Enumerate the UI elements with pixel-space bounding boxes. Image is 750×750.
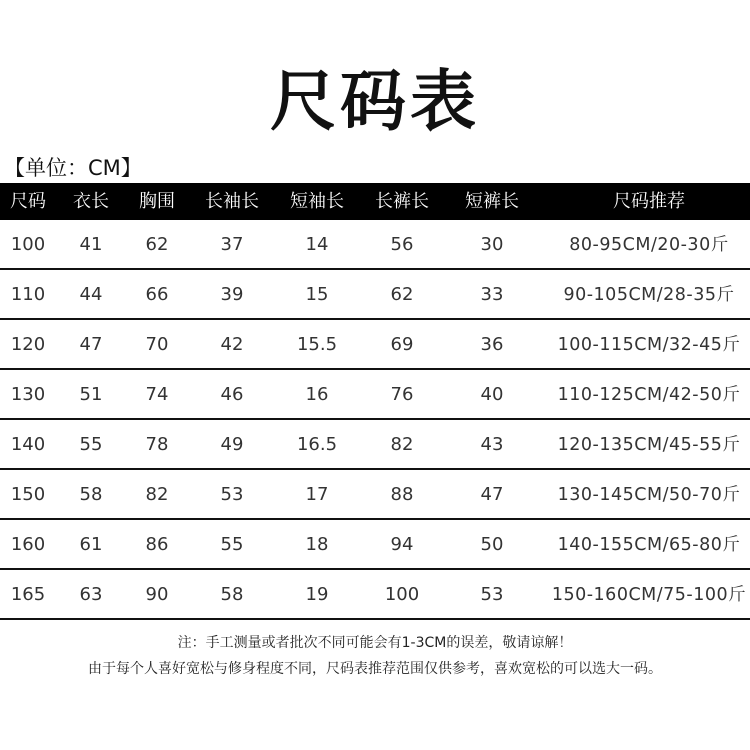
cell-size: 150 — [10, 484, 46, 505]
cell-chest: 78 — [145, 434, 169, 455]
cell-short-sleeve: 17 — [305, 484, 329, 505]
table-row — [0, 270, 750, 320]
cell-recommendation: 100-115CM/32-45斤 — [557, 335, 741, 355]
cell-size: 110 — [10, 284, 46, 305]
cell-size: 165 — [10, 584, 46, 605]
note-measurement: 注：手工测量或者批次不同可能会有1-3CM的误差，敬请谅解！ — [177, 635, 573, 651]
cell-long-pants: 76 — [390, 384, 414, 405]
cell-short-pants: 50 — [480, 534, 504, 555]
cell-long-sleeve: 49 — [220, 434, 244, 455]
cell-length: 41 — [79, 234, 103, 255]
cell-chest: 70 — [145, 334, 169, 355]
cell-recommendation: 120-135CM/45-55斤 — [557, 435, 741, 455]
cell-long-sleeve: 39 — [220, 284, 244, 305]
header-chest: 胸围 — [139, 191, 175, 212]
cell-short-sleeve: 15.5 — [296, 334, 338, 355]
cell-short-sleeve: 18 — [305, 534, 329, 555]
cell-long-pants: 94 — [390, 534, 414, 555]
cell-short-pants: 40 — [480, 384, 504, 405]
cell-short-sleeve: 16 — [305, 384, 329, 405]
unit-label: 【单位：CM】 — [4, 156, 142, 180]
cell-short-pants: 33 — [480, 284, 504, 305]
cell-chest: 66 — [145, 284, 169, 305]
page-title: 尺码表 — [270, 63, 480, 140]
cell-size: 160 — [10, 534, 46, 555]
table-row — [0, 470, 750, 520]
cell-long-sleeve: 42 — [220, 334, 244, 355]
cell-long-sleeve: 53 — [220, 484, 244, 505]
cell-chest: 74 — [145, 384, 169, 405]
header-short-pants: 短裤长 — [465, 191, 519, 212]
cell-short-sleeve: 16.5 — [296, 434, 338, 455]
cell-length: 61 — [79, 534, 103, 555]
cell-long-sleeve: 55 — [220, 534, 244, 555]
cell-chest: 62 — [145, 234, 169, 255]
cell-short-pants: 36 — [480, 334, 504, 355]
cell-long-pants: 62 — [390, 284, 414, 305]
header-long-sleeve: 长袖长 — [205, 191, 259, 212]
cell-length: 63 — [79, 584, 103, 605]
cell-short-pants: 47 — [480, 484, 504, 505]
cell-recommendation: 110-125CM/42-50斤 — [557, 385, 741, 405]
cell-size: 130 — [10, 384, 46, 405]
header-length: 衣长 — [73, 191, 109, 212]
cell-long-pants: 56 — [390, 234, 414, 255]
cell-short-sleeve: 14 — [305, 234, 329, 255]
cell-size: 140 — [10, 434, 46, 455]
cell-short-pants: 53 — [480, 584, 504, 605]
cell-short-sleeve: 19 — [305, 584, 329, 605]
cell-long-pants: 82 — [390, 434, 414, 455]
cell-long-pants: 88 — [390, 484, 414, 505]
cell-length: 55 — [79, 434, 103, 455]
cell-long-sleeve: 58 — [220, 584, 244, 605]
cell-long-sleeve: 46 — [220, 384, 244, 405]
header-short-sleeve: 短袖长 — [290, 191, 344, 212]
header-size: 尺码 — [10, 191, 46, 212]
table-row — [0, 320, 750, 370]
cell-short-pants: 43 — [480, 434, 504, 455]
cell-length: 58 — [79, 484, 103, 505]
note-recommendation: 由于每个人喜好宽松与修身程度不同，尺码表推荐范围仅供参考，喜欢宽松的可以选大一码。 — [88, 661, 662, 677]
cell-long-pants: 100 — [384, 584, 420, 605]
cell-length: 47 — [79, 334, 103, 355]
cell-short-pants: 30 — [480, 234, 504, 255]
cell-length: 44 — [79, 284, 103, 305]
cell-size: 100 — [10, 234, 46, 255]
cell-chest: 90 — [145, 584, 169, 605]
header-long-pants: 长裤长 — [375, 191, 429, 212]
cell-short-sleeve: 15 — [305, 284, 329, 305]
table-row — [0, 420, 750, 470]
table-row — [0, 220, 750, 270]
header-recommendation: 尺码推荐 — [613, 191, 685, 212]
cell-recommendation: 150-160CM/75-100斤 — [551, 585, 747, 605]
table-row — [0, 570, 750, 620]
table-row — [0, 370, 750, 420]
cell-long-pants: 69 — [390, 334, 414, 355]
cell-size: 120 — [10, 334, 46, 355]
cell-recommendation: 140-155CM/65-80斤 — [557, 535, 741, 555]
cell-length: 51 — [79, 384, 103, 405]
cell-recommendation: 90-105CM/28-35斤 — [563, 285, 735, 305]
table-row — [0, 520, 750, 570]
row-divider — [0, 618, 750, 620]
table-header — [0, 183, 750, 220]
cell-recommendation: 80-95CM/20-30斤 — [569, 235, 729, 255]
cell-recommendation: 130-145CM/50-70斤 — [557, 485, 741, 505]
cell-chest: 86 — [145, 534, 169, 555]
cell-chest: 82 — [145, 484, 169, 505]
cell-long-sleeve: 37 — [220, 234, 244, 255]
